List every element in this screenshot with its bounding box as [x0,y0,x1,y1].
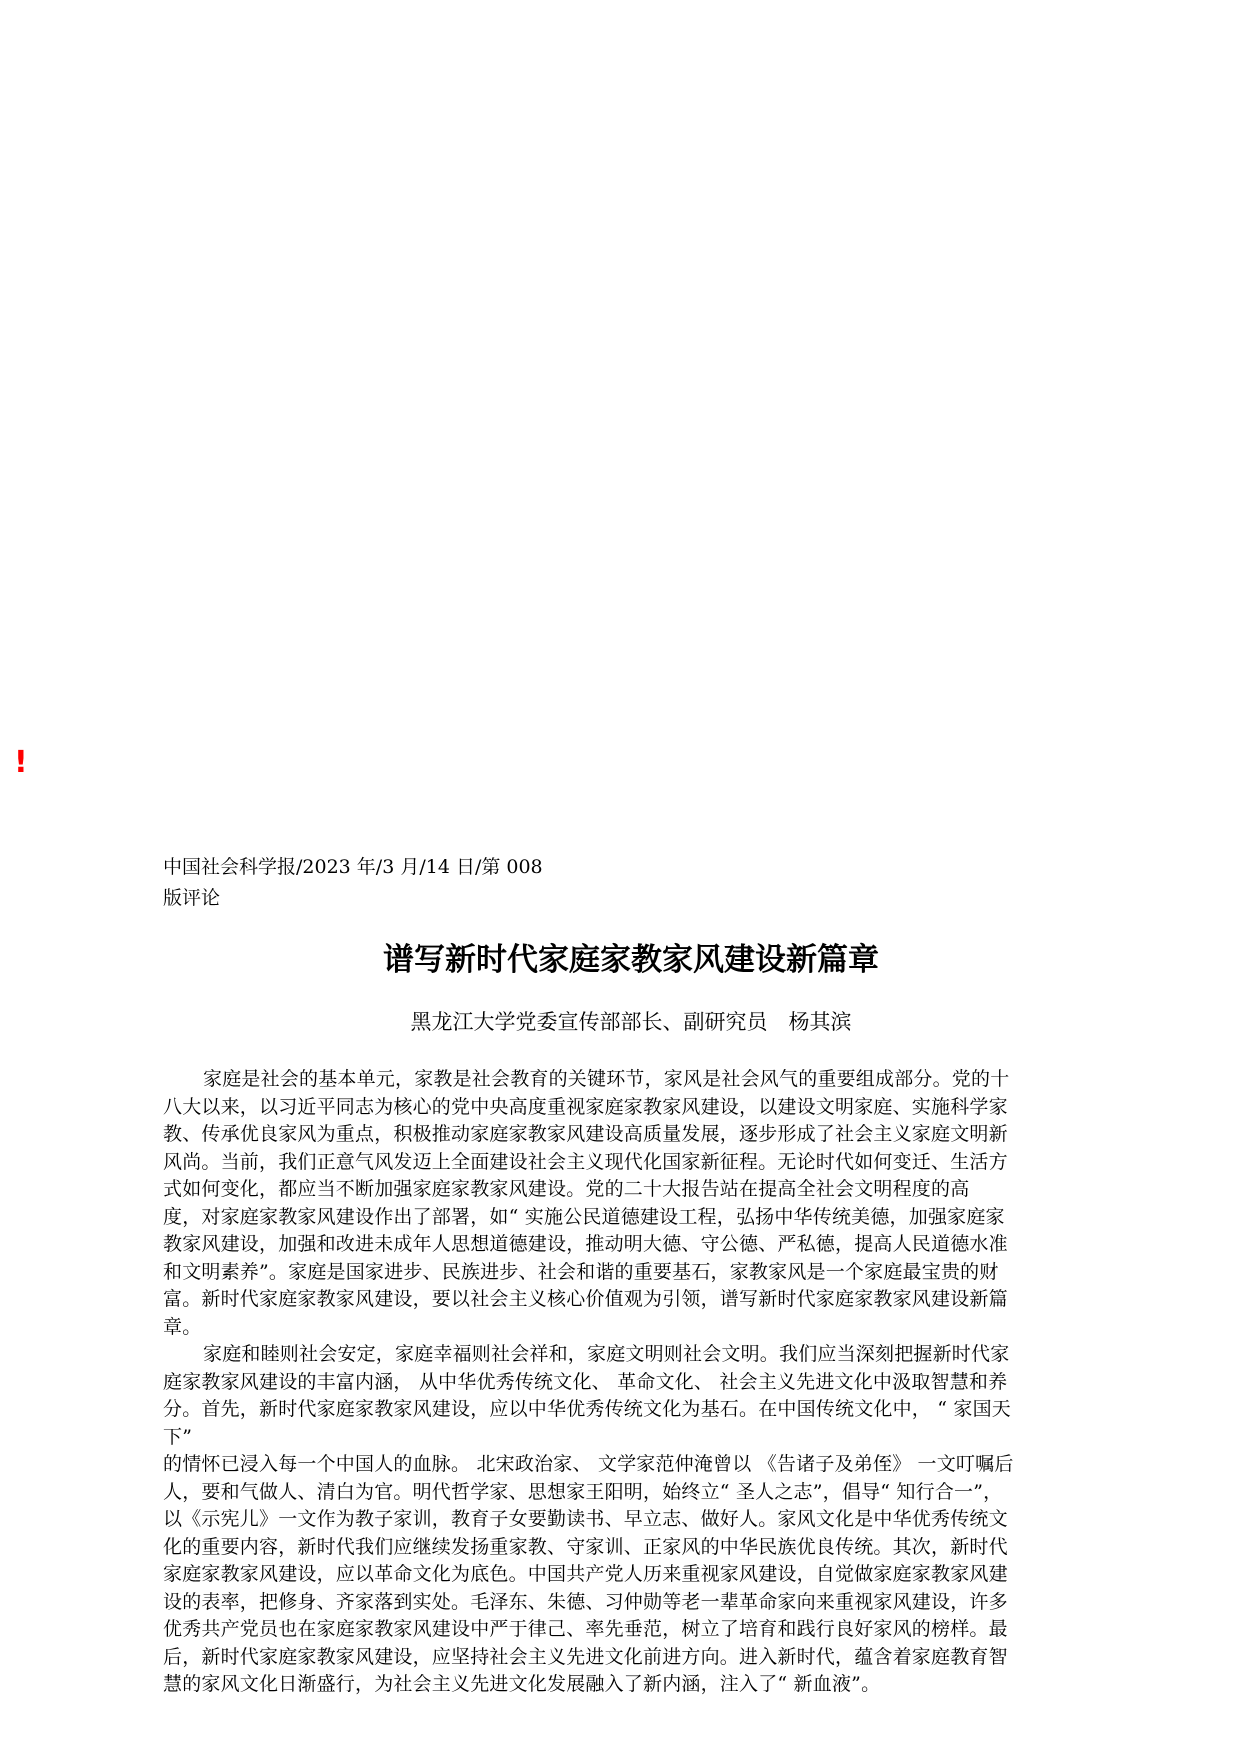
article-body [163,1066,1099,1699]
article-title: 谱写新时代家庭家教家风建设新篇章 [383,942,879,978]
article-byline: 黑龙江大学党委宣传部部长、副研究员 杨其滨 [410,1010,852,1034]
text-line: 家庭家教家风建设，应以革命文化为底色。中国共产党人历来重视家风建设，自觉做家庭家教家风建 [163,1563,1008,1585]
text-line: 章。 [163,1315,202,1338]
text-line: 后，新时代家庭家教家风建设，应坚持社会主义先进文化前进方向。进入新时代，蕴含着家庭教育智 [163,1645,1008,1668]
source-citation [163,852,603,914]
text-line: 设的表率，把修身、齐家落到实处。毛泽东、朱德、习仲勋等老一辈革命家向来重视家风建设，许多 [163,1590,1008,1613]
text-line: 度，对家庭家教家风建设作出了部署，如“ 实施公民道德建设工程，弘扬中华传统美德，加强家庭家 [163,1205,1005,1228]
text-line: 教、传承优良家风为重点，积极推动家庭家教家风建设高质量发展，逐步形成了社会主义家庭文明新 [163,1123,1008,1145]
text-line: 风尚。当前，我们正意气风发迈上全面建设社会主义现代化国家新征程。无论时代如何变迁、生活方 [163,1150,1008,1173]
text-line: 人，要和气做人、清白为官。明代哲学家、思想家王阳明，始终立“ 圣人之志”，倡导“ 知行合一”， [163,1480,1003,1503]
source-citation-line-2: 版评论 [163,887,221,909]
text-line: 庭家教家风建设的丰富内涵， 从中华优秀传统文化、 革命文化、 社会主义先进文化中汲取智慧和养 [163,1370,1008,1393]
source-citation-line-1: 中国社会科学报/2023 年/3 月/14 日/第 008 [163,856,543,878]
text-line: 八大以来，以习近平同志为核心的党中央高度重视家庭家教家风建设，以建设文明家庭、实施科学家 [163,1095,1008,1118]
text-line: 的情怀已浸入每一个中国人的血脉。 北宋政治家、 文学家范仲淹曾以 《告诸子及弟侄》 一文叮嘱后 [163,1453,1014,1475]
text-line: 家庭是社会的基本单元，家教是社会教育的关键环节，家风是社会风气的重要组成部分。党的十 [203,1068,1010,1090]
text-line: 式如何变化，都应当不断加强家庭家教家风建设。党的二十大报告站在提高全社会文明程度的高 [163,1178,970,1200]
text-line: 分。首先，新时代家庭家教家风建设，应以中华优秀传统文化为基石。在中国传统文化中， “ 家国天 [163,1398,1011,1420]
text-line: 优秀共产党员也在家庭家教家风建设中严于律己、率先垂范，树立了培育和践行良好家风的榜样。最 [163,1618,1008,1640]
text-line: 教家风建设，加强和改进未成年人思想道德建设，推动明大德、守公德、严私德，提高人民道德水准 [163,1233,1008,1255]
text-line: 化的重要内容，新时代我们应继续发扬重家教、守家训、正家风的中华民族优良传统。其次，新时代 [163,1535,1008,1558]
paragraph-2 [163,1341,1099,1699]
red-exclamation-mark: ! [14,745,28,780]
text-line: 和文明素养”。家庭是国家进步、民族进步、社会和谐的重要基石，家教家风是一个家庭最宝贵的财 [163,1260,999,1283]
text-line: 富。新时代家庭家教家风建设，要以社会主义核心价值观为引领，谱写新时代家庭家教家风建设新篇 [163,1288,1008,1310]
text-line: 慧的家风文化日渐盛行，为社会主义先进文化发展融入了新内涵，注入了“ 新血液”。 [163,1673,881,1695]
text-line: 家庭和睦则社会安定，家庭幸福则社会祥和，家庭文明则社会文明。我们应当深刻把握新时代家 [203,1343,1010,1365]
paragraph-1 [163,1066,1099,1341]
text-line: 下” [163,1425,193,1448]
text-line: 以《示宪儿》一文作为教子家训，教育子女要勤读书、早立志、做好人。家风文化是中华优秀传统文 [163,1508,1008,1530]
